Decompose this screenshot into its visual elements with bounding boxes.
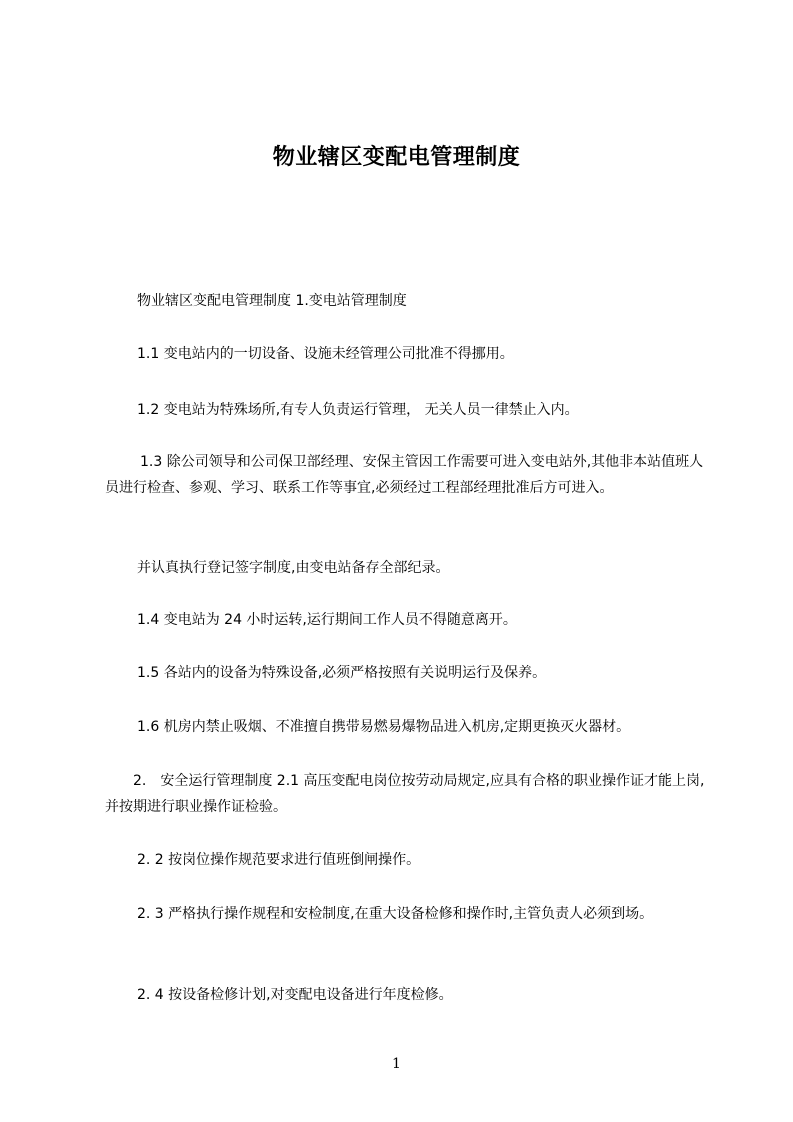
paragraph-2-2: 2. 2 按岗位操作规范要求进行值班倒闸操作。 xyxy=(137,852,421,868)
paragraph-1-2: 1.2 变电站为特殊场所,有专人负责运行管理， 无关人员一律禁止入内。 xyxy=(137,402,579,418)
paragraph-registration: 并认真执行登记签字制度,由变电站备存全部纪录。 xyxy=(137,560,450,576)
paragraph-1-4: 1.4 变电站为 24 小时运转,运行期间工作人员不得随意离开。 xyxy=(137,612,517,628)
paragraph-1-1: 1.1 变电站内的一切设备、设施未经管理公司批准不得挪用。 xyxy=(137,346,514,362)
paragraph-2-4: 2. 4 按设备检修计划,对变配电设备进行年度检修。 xyxy=(137,987,453,1003)
page-number: 1 xyxy=(392,1056,401,1072)
paragraph-1-6: 1.6 机房内禁止吸烟、不准擅自携带易燃易爆物品进入机房,定期更换灭火器材。 xyxy=(137,719,631,735)
paragraph-intro: 物业辖区变配电管理制度 1.变电站管理制度 xyxy=(137,293,407,309)
paragraph-2-1: 2. 安全运行管理制度 2.1 高压变配电岗位按劳动局规定,应具有合格的职业操作证才能上岗,并按期进行职业操作证检验。 xyxy=(105,773,705,815)
document-title: 物业辖区变配电管理制度 xyxy=(272,145,521,170)
paragraph-2-3: 2. 3 严格执行操作规程和安检制度,在重大设备检修和操作时,主管负责人必须到场。 xyxy=(137,906,654,922)
paragraph-1-3: 1.3 除公司领导和公司保卫部经理、安保主管因工作需要可进入变电站外,其他非本站值班人员进行检查、参观、学习、联系工作等事宜,必须经过工程部经理批准后方可进入。 xyxy=(105,454,704,496)
paragraph-1-5: 1.5 各站内的设备为特殊设备,必须严格按照有关说明运行及保养。 xyxy=(137,665,547,681)
